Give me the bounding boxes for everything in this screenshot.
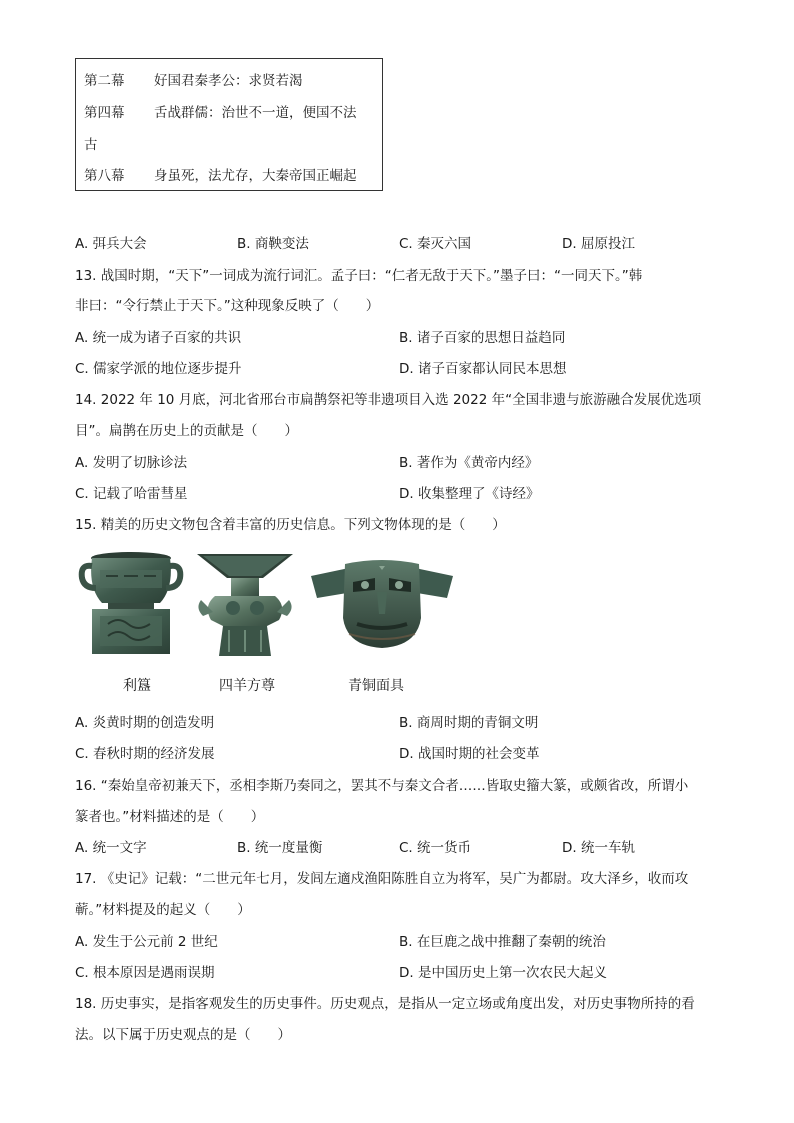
act-label: 第八幕 xyxy=(84,168,125,184)
q17-option-c[interactable]: C. 根本原因是遇雨误期 xyxy=(75,965,215,981)
q17-option-b[interactable]: B. 在巨鹿之战中推翻了秦朝的统治 xyxy=(399,934,606,950)
q12-option-b[interactable]: B. 商鞅变法 xyxy=(237,236,309,252)
drama-acts-table xyxy=(75,58,383,191)
q16-option-d[interactable]: D. 统一车轨 xyxy=(562,840,635,856)
q15-option-a[interactable]: A. 炎黄时期的创造发明 xyxy=(75,715,215,731)
q16-stem-line-1: 16. “秦始皇帝初兼天下，丞相李斯乃奏同之，罢其不与秦文合者……皆取史籀大篆，或颇省改，所谓小 xyxy=(75,778,689,794)
q18-stem-line-1: 18. 历史事实，是指客观发生的历史事件。历史观点，是指从一定立场或角度出发，对历史事物所持的看 xyxy=(75,996,695,1012)
q13-stem-line-1: 13. 战国时期，“天下”一词成为流行词汇。孟子曰：“仁者无敌于天下。”墨子曰：“一同天下。”韩 xyxy=(75,268,643,284)
act-title: 身虽死，法尤存，大秦帝国正崛起 xyxy=(154,168,357,184)
table-row xyxy=(84,69,303,89)
q14-stem-line-1: 14. 2022 年 10 月底，河北省邢台市扁鹊祭祀等非遗项目入选 2022 年“全国非遗与旅游融合发展优选项 xyxy=(75,392,702,408)
q13-option-d[interactable]: D. 诸子百家都认同民本思想 xyxy=(399,361,567,377)
q17-option-d[interactable]: D. 是中国历史上第一次农民大起义 xyxy=(399,965,607,981)
q14-option-c[interactable]: C. 记载了哈雷彗星 xyxy=(75,486,188,502)
four-goat-zun-caption: 四羊方尊 xyxy=(219,678,275,694)
table-row xyxy=(84,101,357,121)
q17-option-a[interactable]: A. 发生于公元前 2 世纪 xyxy=(75,934,218,950)
q12-option-c[interactable]: C. 秦灭六国 xyxy=(399,236,472,252)
q13-option-a[interactable]: A. 统一成为诸子百家的共识 xyxy=(75,330,242,346)
q17-stem-line-1: 17. 《史记》记载：“二世元年七月，发闾左適戍渔阳陈胜自立为将军，吴广为都尉。攻大泽乡，收而攻 xyxy=(75,871,689,887)
q14-option-a[interactable]: A. 发明了切脉诊法 xyxy=(75,455,188,471)
bronze-mask-caption: 青铜面具 xyxy=(348,678,404,694)
q14-option-d[interactable]: D. 收集整理了《诗经》 xyxy=(399,486,540,502)
q17-stem-line-2: 蕲。”材料提及的起义（ ） xyxy=(75,902,251,918)
li-gui-bronze-vessel-icon xyxy=(78,548,184,656)
q15-option-b[interactable]: B. 商周时期的青铜文明 xyxy=(399,715,539,731)
act-title-continued: 古 xyxy=(84,137,98,153)
q15-option-d[interactable]: D. 战国时期的社会变革 xyxy=(399,746,540,762)
four-goat-square-zun-icon xyxy=(193,548,297,660)
table-row xyxy=(84,164,357,184)
q16-option-a[interactable]: A. 统一文字 xyxy=(75,840,147,856)
q12-option-d[interactable]: D. 屈原投江 xyxy=(562,236,635,252)
q13-stem-line-2: 非曰：“令行禁止于天下。”这种现象反映了（ ） xyxy=(75,298,380,314)
act-label: 第二幕 xyxy=(84,73,125,89)
four-goat-zun-image xyxy=(193,548,297,660)
bronze-mask-icon xyxy=(309,558,455,650)
q14-stem-line-2: 目”。扁鹊在历史上的贡献是（ ） xyxy=(75,423,298,439)
q16-stem-line-2: 篆者也。”材料描述的是（ ） xyxy=(75,809,265,825)
table-row xyxy=(84,133,98,153)
li-gui-image xyxy=(78,548,184,656)
q14-option-b[interactable]: B. 著作为《黄帝内经》 xyxy=(399,455,539,471)
bronze-mask-image xyxy=(309,558,455,650)
q18-stem-line-2: 法。以下属于历史观点的是（ ） xyxy=(75,1027,291,1043)
q16-option-b[interactable]: B. 统一度量衡 xyxy=(237,840,323,856)
q12-option-a[interactable]: A. 弭兵大会 xyxy=(75,236,147,252)
q16-option-c[interactable]: C. 统一货币 xyxy=(399,840,472,856)
li-gui-caption: 利簋 xyxy=(123,678,151,694)
q15-stem: 15. 精美的历史文物包含着丰富的历史信息。下列文物体现的是（ ） xyxy=(75,517,506,533)
q15-option-c[interactable]: C. 春秋时期的经济发展 xyxy=(75,746,215,762)
q13-option-b[interactable]: B. 诸子百家的思想日益趋同 xyxy=(399,330,566,346)
q13-option-c[interactable]: C. 儒家学派的地位逐步提升 xyxy=(75,361,242,377)
act-label: 第四幕 xyxy=(84,105,125,121)
act-title: 好国君秦孝公：求贤若渴 xyxy=(154,73,303,89)
act-title: 舌战群儒：治世不一道，便国不法 xyxy=(154,105,357,121)
